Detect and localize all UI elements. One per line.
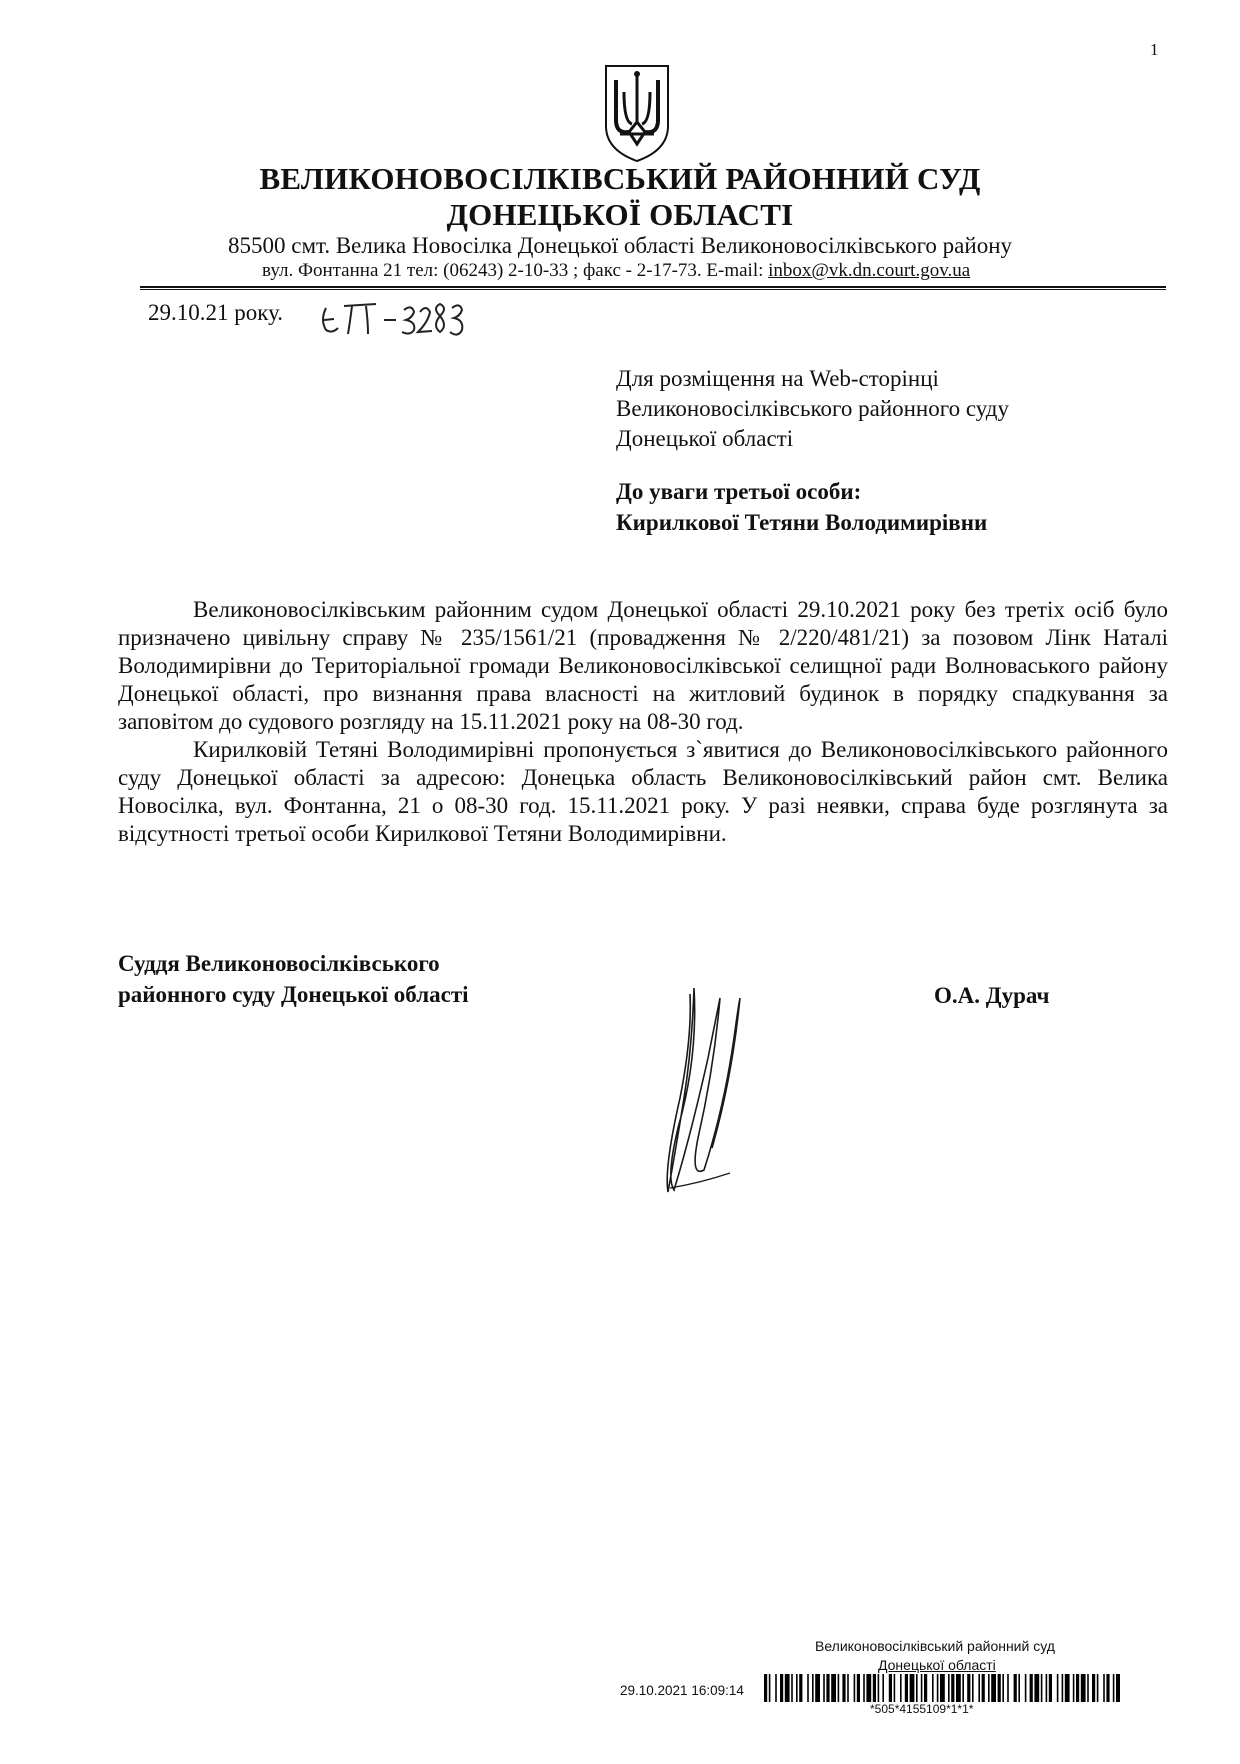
- signatory-position: [118, 948, 469, 1010]
- attention-block: [616, 476, 987, 538]
- registration-stamp: [620, 1638, 1120, 1738]
- page-number: 1: [1150, 40, 1159, 59]
- placement-line: Великоновосілківського районного суду: [616, 396, 1010, 421]
- email-link[interactable]: inbox@vk.dn.court.gov.ua: [768, 260, 971, 281]
- header-divider: [140, 286, 1166, 288]
- placement-note: [616, 364, 1009, 454]
- court-name-line1: ВЕЛИКОНОВОСІЛКІВСЬКИЙ РАЙОННИЙ СУД: [259, 161, 981, 196]
- placement-line: Для розміщення на Web-сторінці: [616, 366, 939, 391]
- handwritten-registration-number: [318, 298, 468, 340]
- notice-body: [118, 596, 1168, 848]
- barcode: [764, 1674, 1120, 1702]
- barcode-text: *505*4155109*1*1*: [870, 1702, 974, 1716]
- position-line: Суддя Великоновосілківського: [118, 951, 440, 976]
- placement-line: Донецької області: [616, 426, 794, 451]
- stamp-timestamp: 29.10.2021 16:09:14: [620, 1683, 744, 1698]
- handwritten-signature: [650, 978, 760, 1200]
- position-line: районного суду Донецької області: [118, 982, 469, 1007]
- notice-paragraph: Кирилковій Тетяні Володимирівні пропонується з`явитися до Великоновосілківського районного суду Донецької області за адресою: Донецька область Великоновосілківський район смт. Велика Новосілка, вул. Фонтанна, 21 о 08-30 год. 15.11.2021 року. У разі неявки, справа буде розглянута за відсутності третьої особи Кирилкової Тетяни Володимирівни.: [118, 737, 1168, 846]
- phone: тел: (06243) 2-10-33 ;: [406, 260, 579, 281]
- court-name-line2: ДОНЕЦЬКОЇ ОБЛАСТІ: [446, 197, 794, 232]
- attention-line: До уваги третьої особи:: [616, 479, 862, 504]
- court-contacts: [262, 260, 970, 282]
- ukraine-coat-of-arms-icon: [602, 62, 672, 164]
- court-address: 85500 смт. Велика Новосілка Донецької області Великоновосілківського району: [228, 233, 1012, 258]
- stamp-court-line2: Донецької області: [878, 1657, 996, 1673]
- signatory-name: О.А. Дурач: [934, 983, 1050, 1008]
- notice-paragraph: Великоновосілківським районним судом Донецької області 29.10.2021 року без третіх осіб було призначено цивільну справу № 235/1561/21 (провадження № 2/220/481/21) за позовом Лінк Наталі Володимирівни до Територіальної громади Великоновосілківської селищної ради Волноваського району Донецької області, про визнання права власності на житловий будинок в порядку спадкування за заповітом до судового розгляду на 15.11.2021 року на 08-30 год.: [118, 597, 1168, 734]
- header-divider-thin: [140, 289, 1166, 290]
- street: вул. Фонтанна 21: [262, 260, 403, 281]
- document-date: 29.10.21 року.: [148, 300, 284, 325]
- stamp-court-line1: Великоновосілківський районний суд: [815, 1638, 1055, 1654]
- attention-recipient: Кирилкової Тетяни Володимирівни: [616, 510, 988, 535]
- email-label: E-mail:: [706, 260, 764, 281]
- fax: факс - 2-17-73.: [582, 260, 702, 281]
